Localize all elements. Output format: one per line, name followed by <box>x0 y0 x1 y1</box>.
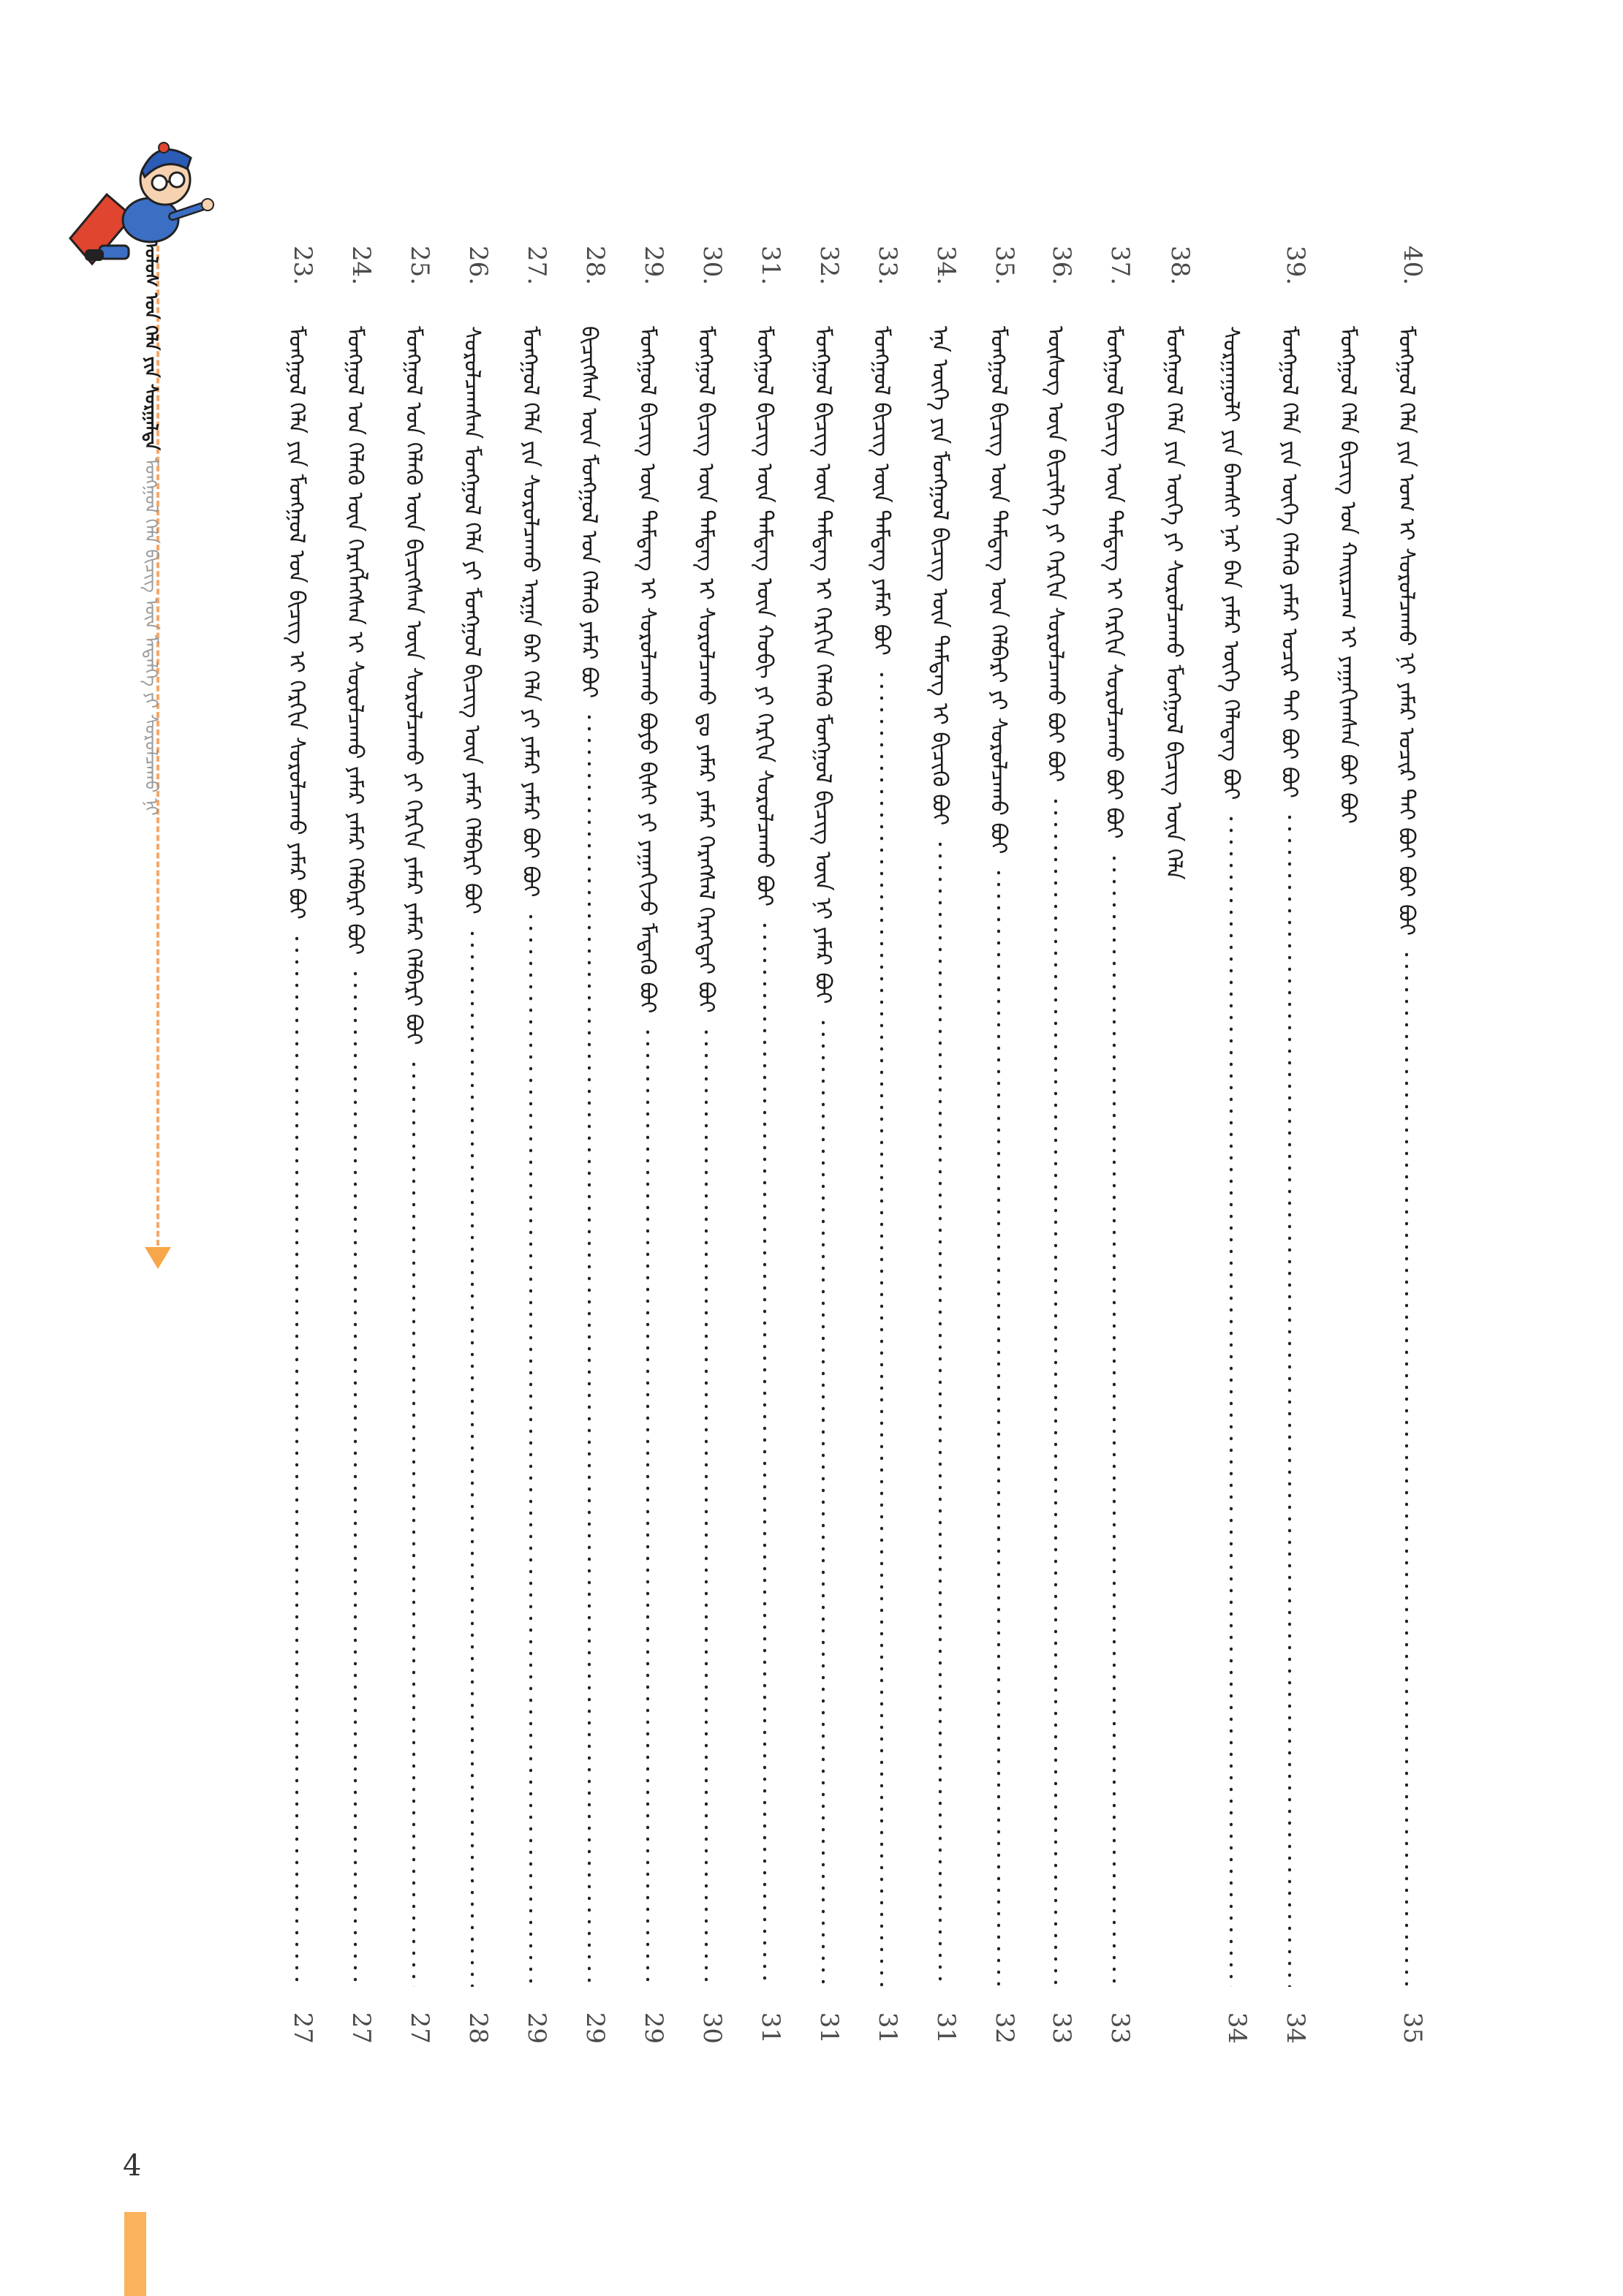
toc-entry[interactable] <box>284 246 319 2044</box>
toc-leader-dots <box>1230 813 1233 1987</box>
toc-entry-number: 34. <box>931 246 961 286</box>
toc-entry[interactable] <box>1393 246 1429 2044</box>
toc-entry-title: ᠰᠤᠷᠭᠠᠭᠤᠯᠢ ᠶᠢᠨ ᠪᠠᠭᠰᠢ ᠨᠠᠷ ᠪᠠᠨ ᠶᠠᠮᠠᠷ ᠦᠭᠡ ᠬᠡᠯᠡᠳᠡᠭ ᠪᠤᠢ <box>1218 326 1244 800</box>
toc-entry[interactable] <box>342 246 377 2044</box>
toc-entry-page: 34 <box>1281 2012 1310 2044</box>
toc-leader-dots <box>763 920 766 1987</box>
toc-leader-dots <box>646 1026 649 1987</box>
toc-entry-number: 33. <box>873 246 902 286</box>
toc-entry-title: ᠪᠢᠴᠢᠭᠰᠡᠨ ᠦᠨ ᠮᠣᠩᠭᠣᠯ ᠤᠨ ᠬᠡᠯᠡᠬᠦ ᠶᠠᠮᠠᠷ ᠪᠤᠢ <box>576 326 602 699</box>
toc-entry-page: 28 <box>464 2012 493 2044</box>
toc-entry[interactable] <box>1101 246 1136 2044</box>
toc-entry-title: ᠮᠣᠩᠭᠣᠯ ᠪᠢᠴᠢᠭ ᠦᠨ ᠲᠡᠮᠳᠡᠭ ᠢ ᠬᠡᠷᠬᠢᠨ ᠰᠤᠷᠤᠯᠴᠠᠬᠤ ᠪᠤᠢ ᠪᠤᠢ <box>1101 326 1127 839</box>
toc-entry-page: 31 <box>931 2012 961 2044</box>
series-title: ᠤᠯᠤᠰ ᠤᠨ ᠬᠡᠯᠡ ᠶᠢᠨ ᠰᠤᠷᠭᠠᠯᠲᠠ <box>141 241 162 450</box>
toc-entry-title: ᠦᠰᠦᠭ ᠦᠨ ᠪᠢᠴᠢᠯᠭᠡ ᠶᠢ ᠬᠡᠷᠬᠢᠨ ᠰᠤᠷᠤᠯᠴᠠᠬᠤ ᠪᠤᠢ ᠪᠤᠢ <box>1043 326 1069 783</box>
toc-entry[interactable] <box>871 246 904 2044</box>
header-arrow-icon <box>145 1247 171 1269</box>
toc-entry-title: ᠮᠣᠩᠭᠣᠯ ᠬᠡᠯᠡ ᠶᠢᠨ ᠤᠭ ᠢ ᠰᠤᠷᠤᠯᠴᠠᠬᠤ ᠨᠢ ᠶᠠᠮᠠᠷ ᠤᠴᠢᠷ ᠲᠠᠢ ᠪᠤᠢ ᠪᠤᠢ ᠪᠤᠢ <box>1393 326 1420 936</box>
toc-leader-dots <box>354 968 357 1987</box>
toc-entry-number: 40. <box>1398 246 1427 286</box>
toc-entry-number: 29. <box>639 246 668 286</box>
toc-entry-number: 36. <box>1047 246 1076 286</box>
toc-entry-number: 28. <box>580 246 610 286</box>
toc-entry-title: ᠡᠨᠡ ᠦᠭᠡ ᠶᠢᠨ ᠮᠣᠩᠭᠣᠯ ᠪᠢᠴᠢᠭ ᠦᠨ ᠲᠡᠮᠳᠡᠭ ᠢ ᠪᠢᠴᠢᠬᠦ ᠪᠤᠢ <box>927 326 953 826</box>
toc-entry-number: 27. <box>522 246 551 286</box>
toc-entry[interactable] <box>1045 246 1078 2044</box>
toc-entry[interactable] <box>1335 246 1370 2044</box>
toc-entry[interactable] <box>576 246 611 2044</box>
toc-entry-number: 25. <box>405 246 434 286</box>
toc-entry-number: 39. <box>1281 246 1310 286</box>
toc-leader-dots <box>705 1026 708 1987</box>
toc-entry[interactable] <box>754 246 787 2044</box>
toc-entry[interactable] <box>1218 246 1253 2044</box>
toc-entry-number: 32. <box>814 246 844 286</box>
toc-entry-page: 30 <box>697 2012 727 2044</box>
toc-entry-page: 31 <box>814 2012 844 2044</box>
toc-entry[interactable] <box>459 246 494 2044</box>
toc-entry-title: ᠮᠣᠩᠭᠣᠯ ᠪᠢᠴᠢᠭ ᠦᠨ ᠲᠡᠮᠳᠡᠭ ᠦᠨ ᠬᠤᠪᠢ ᠶᠢ ᠬᠡᠷᠬᠢᠨ ᠰᠤᠷᠤᠯᠴᠠᠬᠤ ᠪᠤᠢ <box>752 326 778 907</box>
toc-entry-title: ᠮᠣᠩᠭᠣᠯ ᠪᠢᠴᠢᠭ ᠦᠨ ᠲᠡᠮᠳᠡᠭ ᠢ ᠰᠤᠷᠤᠯᠴᠠᠬᠤ ᠳᠤ ᠶᠠᠮᠠᠷ ᠶᠠᠮᠠᠷ ᠬᠡᠷᠡᠭᠰᠡᠯ ᠬᠡᠷᠡᠭᠲᠡᠢ ᠪᠤᠢ <box>693 326 719 1013</box>
toc-entry-number: 23. <box>288 246 317 286</box>
toc-entry-page: 31 <box>873 2012 902 2044</box>
toc-entry-number: 38. <box>1165 246 1195 286</box>
toc-entry-page: 35 <box>1398 2012 1427 2044</box>
toc-entry[interactable] <box>635 246 670 2044</box>
toc-entry-number: 24. <box>347 246 376 286</box>
toc-entry[interactable] <box>810 246 845 2044</box>
toc-entry-page: 34 <box>1222 2012 1252 2044</box>
toc-entry-page: 29 <box>639 2012 668 2044</box>
toc-entry-page: 27 <box>405 2012 434 2044</box>
toc-leader-dots <box>939 838 942 1987</box>
toc-entry-number: 35. <box>990 246 1019 286</box>
toc-leader-dots <box>997 867 1000 1987</box>
toc-entry-page: 33 <box>1047 2012 1076 2044</box>
page-edge-tab <box>124 2212 146 2296</box>
toc-leader-dots <box>1054 795 1057 1987</box>
toc-entry-page: 29 <box>522 2012 551 2044</box>
toc-entry[interactable] <box>518 246 553 2044</box>
toc-entry[interactable] <box>693 246 728 2044</box>
toc-entry[interactable] <box>401 246 436 2044</box>
toc-entry-title: ᠮᠣᠩᠭᠣᠯ ᠤᠨ ᠬᠡᠯᠡᠬᠦ ᠦᠨ ᠪᠢᠴᠢᠭᠰᠡᠨ ᠦᠨ ᠰᠤᠷᠤᠯᠴᠠᠬᠤ ᠶᠢ ᠬᠡᠷᠬᠢᠨ ᠶᠠᠮᠠᠷ ᠶᠠᠮᠠᠷ ᠬᠡᠯᠪᠡᠷᠢ ᠪᠤᠢ <box>401 326 427 1045</box>
toc-entry-page: 27 <box>288 2012 317 2044</box>
toc-leader-dots <box>529 911 532 1987</box>
toc-leader-dots <box>471 928 474 1987</box>
toc-entry-title: ᠰᠤᠷᠤᠯᠴᠠᠭᠰᠠᠨ ᠮᠣᠩᠭᠣᠯ ᠬᠡᠯᠡ ᠶᠢ ᠮᠣᠩᠭᠣᠯ ᠪᠢᠴᠢᠭ ᠦᠨ ᠶᠠᠮᠠᠷ ᠬᠡᠯᠪᠡᠷᠢ ᠪᠤᠢ <box>459 326 485 914</box>
toc-leader-dots <box>295 933 298 1987</box>
toc-entry-title: ᠮᠣᠩᠭᠣᠯ ᠪᠢᠴᠢᠭ ᠦᠨ ᠲᠡᠮᠳᠡᠭ ᠢ ᠬᠡᠷᠬᠢᠨ ᠬᠡᠯᠡᠬᠦ ᠮᠣᠩᠭᠣᠯ ᠪᠢᠴᠢᠭ ᠦᠨ ᠨᠢ ᠶᠠᠮᠠᠷ ᠪᠤᠢ <box>810 326 836 1004</box>
toc-entry-page: 29 <box>580 2012 610 2044</box>
toc-entry-page: 33 <box>1105 2012 1135 2044</box>
header-subtitle: ᠮᠣᠩᠭᠣᠯ ᠬᠡᠯᠡ ᠪᠢᠴᠢᠭ ᠦᠨ ᠮᠡᠳᠡᠯᠭᠡ ᠶᠢ ᠰᠤᠷᠤᠯᠴᠠᠬᠤ ᠨᠢ <box>141 458 162 816</box>
toc-leader-dots <box>822 1017 825 1987</box>
toc-entry-title: ᠮᠣᠩᠭᠣᠯ ᠬᠡᠯᠡ ᠶᠢᠨ ᠰᠤᠷᠤᠯᠴᠠᠬᠤ ᠠᠷᠭᠠ ᠪᠠᠷ ᠬᠡᠯᠡ ᠶᠢ ᠶᠠᠮᠠᠷ ᠶᠠᠮᠠᠷ ᠪᠤᠢ ᠪᠤᠢ <box>518 326 544 898</box>
toc-entry-title: ᠮᠣᠩᠭᠣᠯ ᠪᠢᠴᠢᠭ ᠦᠨ ᠲᠡᠮᠳᠡᠭ ᠢ ᠰᠤᠷᠤᠯᠴᠠᠬᠤ ᠪᠤᠶᠤ ᠪᠢᠰᠢ ᠶᠢ ᠶᠠᠭᠠᠬᠢᠵᠤ ᠮᠡᠳᠡᠬᠦ ᠪᠤᠢ <box>635 326 661 1014</box>
toc-entry-title: ᠮᠣᠩᠭᠣᠯ ᠪᠢᠴᠢᠭ ᠦᠨ ᠲᠡᠮᠳᠡᠭ ᠦᠨ ᠬᠡᠯᠪᠡᠷᠢ ᠶᠢ ᠰᠤᠷᠤᠯᠴᠠᠬᠤ ᠪᠤᠢ <box>985 326 1012 855</box>
toc-leader-dots <box>1288 811 1291 1987</box>
running-header <box>139 241 171 1250</box>
toc-entry-number: 26. <box>464 246 493 286</box>
toc-entry-title: ᠮᠣᠩᠭᠣᠯ ᠬᠡᠯᠡ ᠪᠢᠴᠢᠭ ᠤᠨ ᠬᠠᠢᠷᠴᠠᠭ ᠢ ᠶᠠᠭᠠᠬᠢᠭᠰᠠᠨ ᠪᠤᠢ ᠪᠤᠢ <box>1335 326 1361 825</box>
toc-entry-page: 32 <box>990 2012 1019 2044</box>
toc-entry-number: 31. <box>756 246 785 286</box>
toc-entry[interactable] <box>985 246 1021 2044</box>
toc-leader-dots <box>588 711 591 1987</box>
toc-entry-page: 31 <box>756 2012 785 2044</box>
toc-entry-number: 37. <box>1105 246 1135 286</box>
toc-entry-title: ᠮᠣᠩᠭᠣᠯ ᠬᠡᠯᠡ ᠶᠢᠨ ᠮᠣᠩᠭᠣᠯ ᠤᠨ ᠪᠢᠴᠢᠭ ᠢ ᠬᠡᠷᠬᠢᠨ ᠰᠤᠷᠤᠯᠴᠠᠬᠤ ᠶᠠᠮᠠᠷ ᠪᠤᠢ <box>284 326 310 920</box>
toc-entry-title: ᠮᠣᠩᠭᠣᠯ ᠬᠡᠯᠡ ᠶᠢᠨ ᠦᠭᠡ ᠶᠢ ᠰᠤᠷᠤᠯᠴᠠᠬᠤ ᠮᠣᠩᠭᠣᠯ ᠪᠢᠴᠢᠭ ᠦᠨ ᠬᠡᠯᠡ <box>1161 326 1187 880</box>
toc-entry[interactable] <box>1276 246 1312 2044</box>
toc-entry[interactable] <box>1161 246 1196 2044</box>
toc-entry-title: ᠮᠣᠩᠭᠣᠯ ᠪᠢᠴᠢᠭ ᠦᠨ ᠲᠡᠮᠳᠡᠭ ᠶᠠᠮᠠᠷ ᠪᠤᠢ <box>869 326 895 656</box>
toc-entry-page: 27 <box>347 2012 376 2044</box>
toc-entry-title: ᠮᠣᠩᠭᠣᠯ ᠤᠨ ᠬᠡᠯᠡᠬᠦ ᠦᠨ ᠬᠡᠷᠡᠭᠯᠡᠭᠰᠡᠨ ᠢ ᠰᠤᠷᠤᠯᠴᠠᠬᠤ ᠶᠠᠮᠠᠷ ᠶᠠᠮᠠᠷ ᠬᠡᠯᠪᠡᠷᠢ ᠪᠤᠢ <box>342 326 368 955</box>
toc-entry[interactable] <box>927 246 962 2044</box>
toc-entry-number: 30. <box>697 246 727 286</box>
toc-leader-dots <box>412 1058 415 1987</box>
page-number: 4 <box>123 2149 142 2183</box>
toc-leader-dots <box>1405 949 1408 1987</box>
toc-leader-dots <box>1113 852 1116 1987</box>
toc-leader-dots <box>880 669 883 1987</box>
toc-entry-title: ᠮᠣᠩᠭᠣᠯ ᠬᠡᠯᠡ ᠶᠢᠨ ᠦᠭᠡ ᠬᠡᠯᠡᠬᠦ ᠶᠠᠮᠠᠷ ᠤᠴᠢᠷ ᠲᠠᠢ ᠪᠤᠢ ᠪᠤᠢ <box>1276 326 1303 798</box>
